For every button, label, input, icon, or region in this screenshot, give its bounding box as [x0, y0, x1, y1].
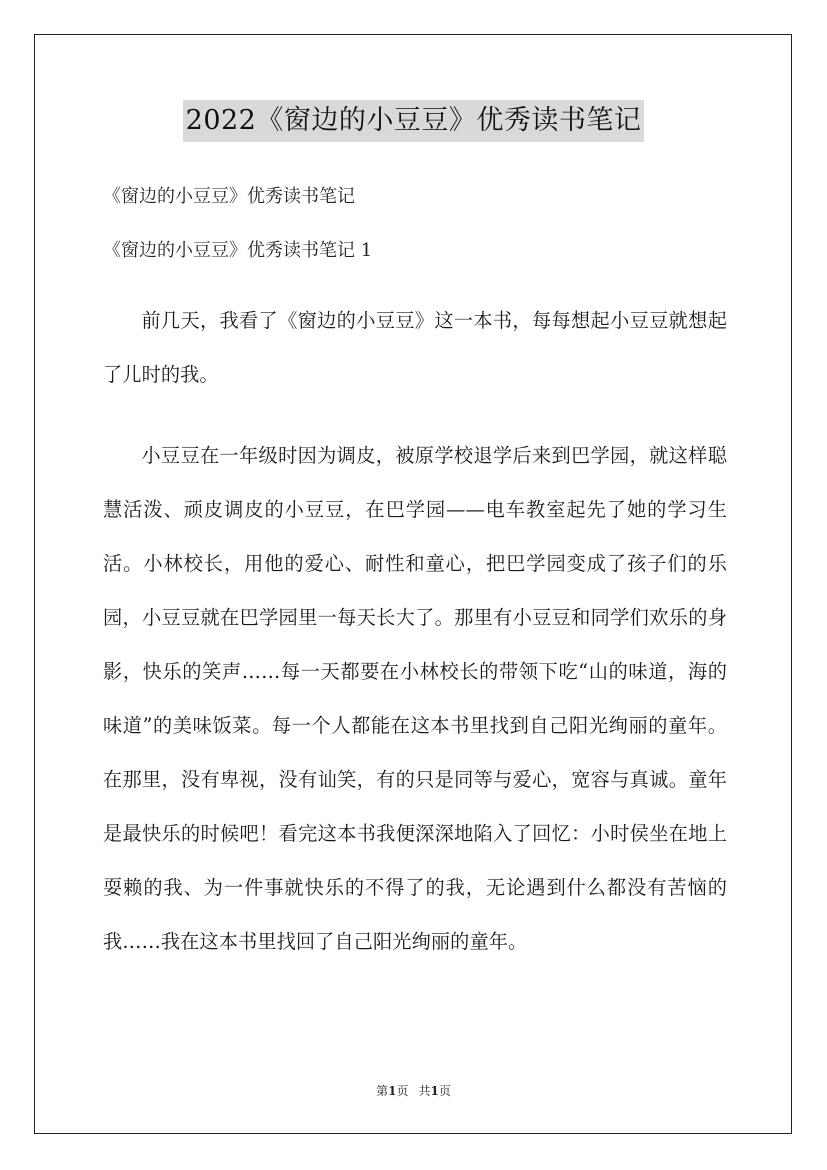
page-suffix: 页 [396, 1084, 409, 1098]
title-container [0, 100, 827, 142]
total-pages: 1 [430, 1084, 439, 1098]
page-number: 1 [388, 1084, 397, 1098]
page-footer [0, 1082, 827, 1099]
paragraph-2: 小豆豆在一年级时因为调皮，被原学校退学后来到巴学园，就这样聪慧活泼、顽皮调皮的小豆豆，在巴学园——电车教室起先了她的学习生活。小林校长，用他的爱心、耐性和童心，把巴学园变成了孩子们的乐园，小豆豆就在巴学园里一每天长大了。那里有小豆豆和同学们欢乐的身影，快乐的笑声……每一天都要在小林校长的带领下吃“山的味道，海的味道”的美味饭菜。每一个人都能在这本书里找到自己阳光绚丽的童年。在那里，没有卑视，没有讪笑，有的只是同等与爱心，宽容与真诚。童年是最快乐的时候吧！看完这本书我便深深地陷入了回忆：小时侯坐在地上耍赖的我、为一件事就快乐的不得了的我，无论遇到什么都没有苦恼的我……我在这本书里找回了自己阳光绚丽的童年。 [103, 444, 727, 954]
paragraph-1: 前几天，我看了《窗边的小豆豆》这一本书，每每想起小豆豆就想起了儿时的我。 [103, 309, 727, 387]
page-prefix: 第 [376, 1084, 389, 1098]
total-suffix: 页 [438, 1084, 451, 1098]
document-title: 2022《窗边的小豆豆》优秀读书笔记 [183, 100, 645, 142]
total-prefix: 共 [418, 1084, 431, 1098]
document-subtitle: 《窗边的小豆豆》优秀读书笔记 [103, 186, 355, 207]
section-heading: 《窗边的小豆豆》优秀读书笔记 1 [103, 240, 373, 261]
